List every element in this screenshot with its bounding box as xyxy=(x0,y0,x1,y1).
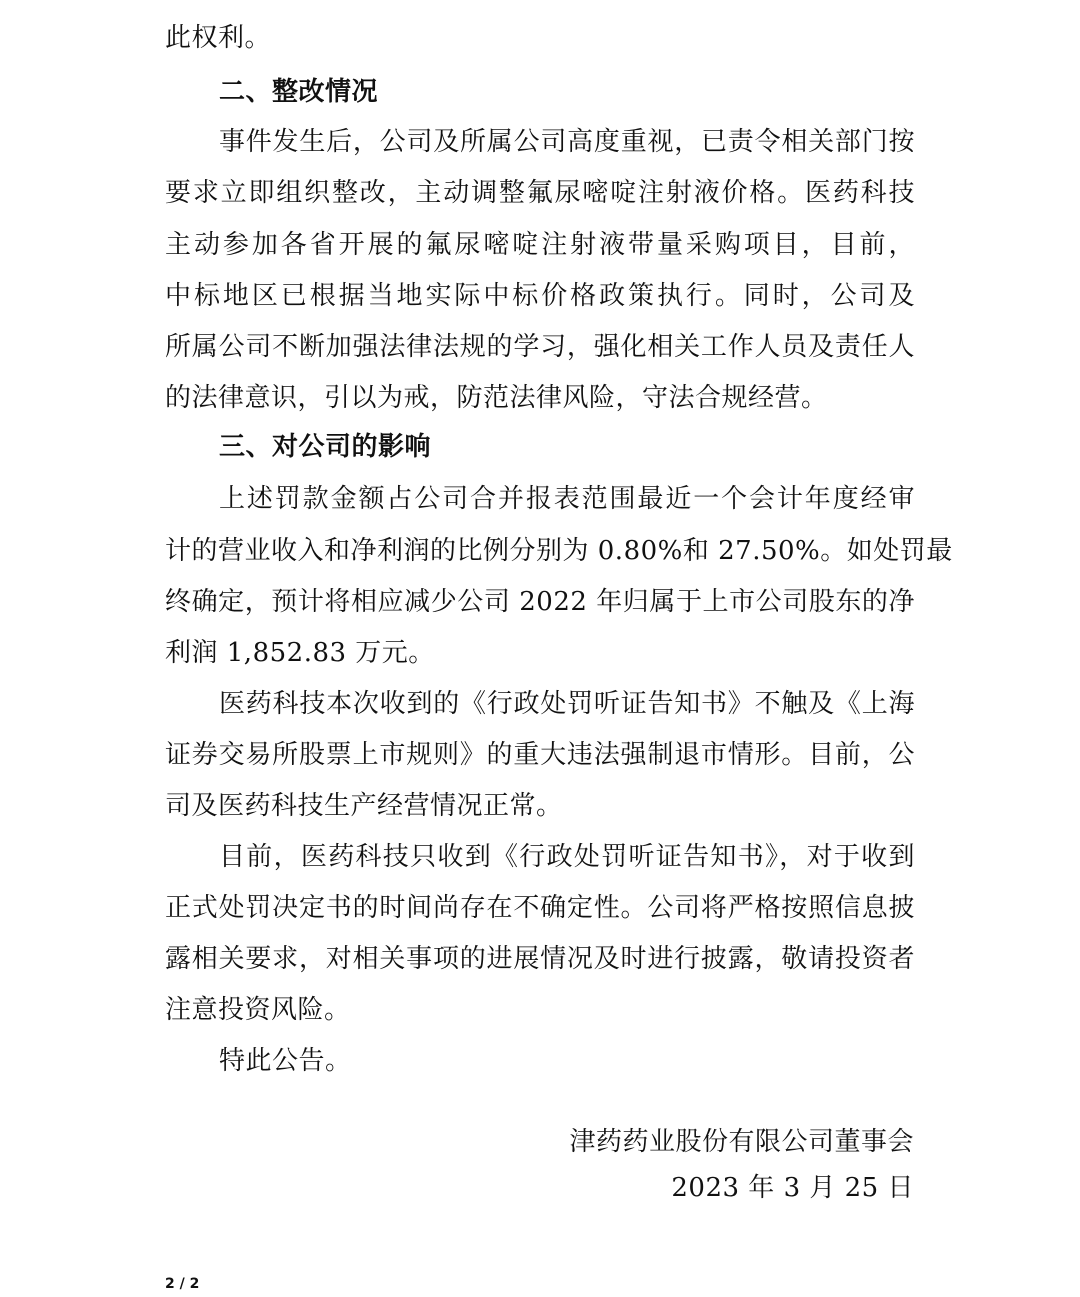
paragraph-line: 要求立即组织整改，主动调整氟尿嘧啶注射液价格。医药科技 xyxy=(165,178,915,208)
paragraph-line: 的法律意识，引以为戒，防范法律风险，守法合规经营。 xyxy=(165,383,828,413)
paragraph-line: 正式处罚决定书的时间尚存在不确定性。公司将严格按照信息披 xyxy=(165,893,915,923)
closing-statement: 特此公告。 xyxy=(219,1046,352,1076)
signature-date: 2023 年 3 月 25 日 xyxy=(671,1173,914,1203)
signature-company: 津药药业股份有限公司董事会 xyxy=(569,1127,914,1157)
paragraph-line: 证券交易所股票上市规则》的重大违法强制退市情形。目前，公 xyxy=(165,740,915,770)
page-number: 2 / 2 xyxy=(165,1276,200,1292)
paragraph-line: 事件发生后，公司及所属公司高度重视，已责令相关部门按 xyxy=(219,127,915,157)
section-heading-rectification: 二、整改情况 xyxy=(219,77,379,107)
paragraph-line: 此权利。 xyxy=(165,23,272,53)
paragraph-line: 利润 1,852.83 万元。 xyxy=(165,638,435,668)
paragraph-line: 司及医药科技生产经营情况正常。 xyxy=(165,791,563,821)
paragraph-line: 计的营业收入和净利润的比例分别为 0.80%和 27.50%。如处罚最 xyxy=(165,536,953,566)
paragraph-line: 露相关要求，对相关事项的进展情况及时进行披露，敬请投资者 xyxy=(165,944,915,974)
section-heading-impact: 三、对公司的影响 xyxy=(219,432,432,462)
paragraph-line: 上述罚款金额占公司合并报表范围最近一个会计年度经审 xyxy=(219,484,915,514)
paragraph-line: 目前，医药科技只收到《行政处罚听证告知书》，对于收到 xyxy=(219,842,915,872)
paragraph-line: 中标地区已根据当地实际中标价格政策执行。同时，公司及 xyxy=(165,281,915,311)
paragraph-line: 终确定，预计将相应减少公司 2022 年归属于上市公司股东的净 xyxy=(165,587,915,617)
paragraph-line: 注意投资风险。 xyxy=(165,995,351,1025)
paragraph-line: 医药科技本次收到的《行政处罚听证告知书》不触及《上海 xyxy=(219,689,915,719)
paragraph-line: 所属公司不断加强法律法规的学习，强化相关工作人员及责任人 xyxy=(165,332,915,362)
paragraph-line: 主动参加各省开展的氟尿嘧啶注射液带量采购项目，目前， xyxy=(165,230,915,260)
